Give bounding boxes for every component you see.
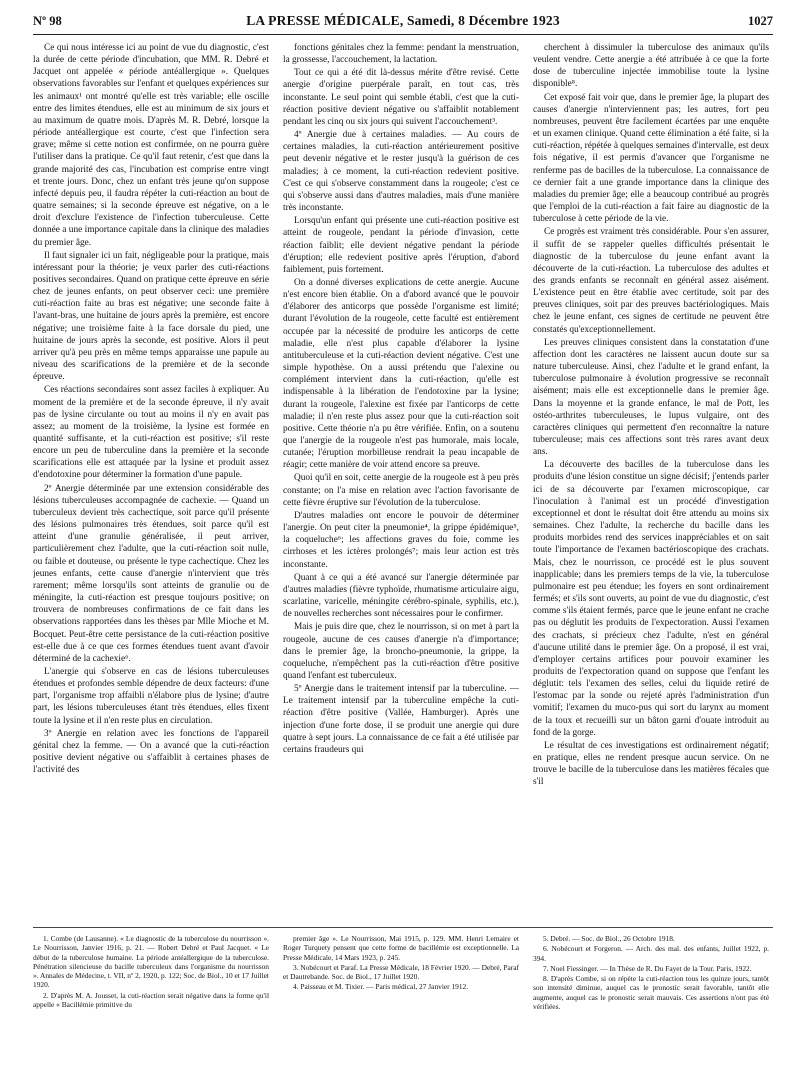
paragraph: Mais je puis dire que, chez le nourrisson, si on met à part la rougeole, aucune de ces causes d'anergie n'a d'importance; dans le premier âge, la broncho-pneumonie, la grippe, la coqueluche, n'empêchent pas la cuti-réaction d'être positive quand l'enfant est tuberculeux. [283, 622, 519, 681]
paragraph: D'autres maladies ont encore le pouvoir de déterminer l'anergie. On peut citer la pneumonie⁴, la grippe épidémique⁵, la coqueluche⁶; les affections graves du foie, comme les cirrhoses et les ictères prolongés⁷; mais leur action est très inconstante. [283, 510, 519, 570]
paragraph: Quant à ce qui a été avancé sur l'anergie déterminée par d'autres maladies (fièvre typhoïde, rhumatisme articulaire aigu, scarlatine, varicelle, méningite cérébro-spinale, syphilis, etc.), de nouvelles recherches sont nécessaires pour le confirmer. [283, 572, 519, 620]
text-column-1 [33, 42, 269, 922]
footnote: 3. Nobécourt et Paraf. La Presse Médicale, 18 Février 1920. — Debré, Paraf et Dautrebande. Soc. de Biol., 17 Juillet 1920. [283, 962, 519, 982]
paragraph: Le résultat de ces investigations est ordinairement négatif; en pratique, elles ne rendent presque aucun service. On ne trouve le bacille de la tuberculose dans les matières fécales que s'il [533, 740, 769, 788]
footnote-divider [33, 927, 773, 928]
paragraph: Ces réactions secondaires sont assez faciles à expliquer. Au moment de la première et de la seconde épreuve, il n'y avait pas de lysine circulante ou tout au moins il n'y en avait pas assez; au moment de la troisième, la lysine est formée en quantité suffisante, et la cuti-réaction est positive; s'il reste encore un peu de tuberculine dans la première et la seconde scarifications elle est attaquée par la lysine et produit assez d'endotoxine pour déterminer la formation d'une papule. [33, 385, 269, 481]
footnote: 8. D'après Combe, si on répète la cuti-réaction tous les quinze jours, tantôt son intensité diminue, auquel cas le pronostic serait favorable, tantôt elle augmente, auquel cas le pronostic serait mauvais. Ces assertions n'ont pas été vérifiées. [533, 974, 769, 1012]
journal-title: LA PRESSE MÉDICALE, Samedi, 8 Décembre 1923 [246, 13, 560, 28]
paragraph: La découverte des bacilles de la tuberculose dans les produits d'une lésion constitue un signe décisif; j'entends parler ici de sa découverte par l'examen microscopique, car l'inoculation à l'animal est un procédé d'investigation exceptionnel et dont le résultat doit être attendu au moins six semaines. Chez l'adulte, la recherche du bacille dans les produits morbides rend des services inappréciables et on sait toute l'importance de l'examen bactérioscopique des crachats. Mais, chez le nourrisson, ce procédé est le plus souvent inapplicable; dans les premiers temps de la vie, la tuberculose pulmonaire est peu étendue; les foyers en sont ordinairement fermés; et s'ils sont ouverts, au point de vue du diagnostic, c'est comme s'ils étaient fermés, parce que le jeune enfant ne crache pas ou déglutit les produits de l'expectoration. Aussi l'examen des crachats, si précieux chez l'adulte, n'est en général d'aucune utilité dans le premier âge. On a proposé, il est vrai, d'employer certains artifices pour pouvoir examiner les produits de l'expectoration quand on suppose que l'enfant les déglutit: tels l'examen des selles, celui du liquide retiré de l'estomac par la sonde ou rejeté après l'administration d'un vomitif; l'examen du muco-pus qui sort du larynx au moment de la toux et recueilli sur un bâton garni d'ouate introduit au fond de la gorge. [533, 460, 769, 738]
text-column-2 [283, 42, 519, 922]
paragraph: 4º Anergie due à certaines maladies. — Au cours de certaines maladies, la cuti-réaction antérieurement positive peut devenir négative et le rester jusqu'à la guérison de ces maladies; à ce moment, la cuti-réaction redevient positive. C'est ce qui s'observe constamment dans la rougeole; c'est ce qui s'observe aussi dans d'autres maladies, mais d'une manière très inconstante. [283, 130, 519, 214]
paragraph: 2º Anergie déterminée par une extension considérable des lésions tuberculeuses accompagnée de cachexie. — Quand un tuberculeux devient très cachectique, soit parce qu'il présente des lésions pulmonaires très étendues, soit parce qu'il est atteint d'une granulie généralisée, il peut arriver, particulièrement chez l'adulte, que la cuti-réaction soit nulle, ou faible et douteuse, ou présente le type cachectique. Chez les jeunes enfants, cette cause d'anergie n'intervient que très rarement; même lorsqu'ils sont atteints de granulie ou de méningite, la cuti-réaction est presque toujours positive; on trouvera de nombreuses confirmations de ce fait dans les observations rapportées dans les thèses par Mlle Mioche et M. Bocquet. Peut-être cette persistance de la cuti-réaction positive est-elle due à ce que ces formes étendues tuent avant d'avoir déterminé de la cachexie⁶. [33, 483, 269, 664]
paragraph: Les preuves cliniques consistent dans la constatation d'une affection dont les caractères ne laissent aucun doute sur sa nature tuberculeuse. Ainsi, chez l'adulte et le grand enfant, la tuberculose pulmonaire à évolution progressive se reconnaît aisément; mais elle est exceptionnelle dans le premier âge. Dans la moyenne et la grande enfance, le mal de Pott, les ostéo-arthrites tuberculeuses, le lupus vulgaire, ont des caractères cliniques qui permettent d'en reconnaître la nature tuberculeuse; mais ces affections sont très rares avant deux ans. [533, 337, 769, 458]
text-column-3 [533, 42, 769, 922]
footnote: 4. Paisseau et M. Tixier. — Paris médical, 27 Janvier 1912. [293, 982, 469, 992]
footnote: 7. Noel Fiessinger. — In Thèse de R. Du Fayet de la Tour. Paris, 1922. [543, 963, 752, 973]
paragraph: fonctions génitales chez la femme: pendant la menstruation, la grossesse, l'accouchement, la lactation. [283, 43, 519, 66]
paragraph: Cet exposé fait voir que, dans le premier âge, la plupart des causes d'anergie n'interviennent pas; les autres, fort peu nombreuses, peuvent être facilement écartées par une enquête et un examen clinique. Quand cette élimination a été faite, si la cuti-réaction, répétée à quelques semaines d'intervalle, est deux fois négative, il est permis d'avancer que l'organisme ne renferme pas de bacilles de la tuberculose. La connaissance de ce dernier fait a une grande importance dans la clinique des maladies du premier âge; elle a beaucoup contribué au progrès que l'emploi de la cuti-réaction a fait faire au diagnostic de la tuberculose à cette période de la vie. [533, 92, 769, 225]
paragraph: Tout ce qui a été dit là-dessus mérite d'être revisé. Cette anergie d'origine puerpérale paraît, en tout cas, très inconstante. Le seul point qui semble établi, c'est que la cuti-réaction positive devient négative ou s'affaiblit notablement pendant les cinq ou six jours qui suivent l'accouchement³. [283, 68, 519, 127]
footnotes-column-2 [283, 934, 519, 1072]
paragraph: L'anergie qui s'observe en cas de lésions tuberculeuses étendues et profondes semble dépendre de deux facteurs: d'une part, l'organisme trop affaibli n'élabore plus de lysine; d'autre part, les lésions tuberculeuses étant très étendues, elles fixent toute la lysine et il n'en reste plus en circulation. [33, 666, 269, 726]
paragraph: 5º Anergie dans le traitement intensif par la tuberculine. — Le traitement intensif par la tuberculine empêche la cuti-réaction d'être positive (Vallée, Hamburger). Après une injection d'une forte dose, il se produit une anergie qui dure quatre à sept jours. La connaissance de ce fait a été utilisée par certains fraudeurs qui [283, 684, 519, 755]
paragraph: On a donné diverses explications de cette anergie. Aucune n'est encore bien établie. On a d'abord avancé que le pouvoir d'élaborer des anticorps que possède l'organisme est limité; durant l'évolution de la rougeole, cette faculté est entièrement occupée par la nécessité de produire les anticorps de cette maladie, elle n'est plus capable d'élaborer la lysine antituberculeuse et la cuti-réaction devient négative. C'est une simple hypothèse. On a aussi prétendu que l'alexine ou complément intervient dans la cuti-réaction, qu'elle est indispensable à la libération de l'endotoxine par la lysine; durant la rougeole, l'alexine est fixée par l'anticorps de cette maladie; il n'en reste plus assez pour que la cuti-réaction soit positive. Cette théorie n'a pu être vérifiée. Enfin, on a soutenu que l'anergie de la rougeole n'est pas humorale, mais locale, cutanée; l'éruption morbilleuse rendrait la peau incapable de réagir; cette manière de voir attend encore sa preuve. [283, 277, 519, 471]
page-header [33, 12, 773, 35]
footnote: 5. Debré. — Soc. de Biol., 26 Octobre 1918. [543, 934, 675, 943]
paragraph: Quoi qu'il en soit, cette anergie de la rougeole est à peu près constante; on l'a mise en relation avec l'action favorisante de cette fièvre éruptive sur l'évolution de la tuberculose. [283, 473, 519, 508]
paragraph: Lorsqu'un enfant qui présente une cuti-réaction positive est atteint de rougeole, pendant la période d'invasion, cette réaction faiblit; elle devient négative pendant la période d'éruption; elle redevient positive après l'éruption, d'abord faiblement, puis fortement. [283, 216, 519, 275]
paragraph: Ce progrès est vraiment très considérable. Pour s'en assurer, il suffit de se rappeler quelles difficultés présentait le diagnostic de la tuberculose du jeune enfant avant la découverte de la cuti-réaction. La tuberculose des adultes et des grands enfants se reconnaît en général assez aisément. L'existence peut en être établie avec certitude, soit par des preuves cliniques, soit par des preuves bactériologiques. Mais chez le jeune enfant, ces signes de certitude ne peuvent être constatés qu'exceptionnellement. [533, 227, 769, 335]
paragraph: 3º Anergie en relation avec les fonctions de l'appareil génital chez la femme. — On a avancé que la cuti-réaction positive devient négative ou s'affaiblit à certaines phases de l'activité des [33, 728, 269, 776]
page-number: 1027 [748, 14, 773, 28]
footnotes-column-1 [33, 934, 269, 1072]
footnotes-column-3 [533, 934, 769, 1072]
footnote: 1. Combe (de Lausanne). « Le diagnostic de la tuberculose du nourrisson ». Le Nourrisson, Janvier 1916, p. 21. — Robert Debré et Paul Jacquet. « Le début de la tuberculose humaine. La période antéallergique de la tuberculose. Pénétration silencieuse du bacille tuberculeux dans l'organisme du nourrisson ». Annales de Médecine, t. VII, nº 2, 1920, p. 122; Soc. de Biol., 10 et 17 Juillet 1920. [33, 934, 269, 990]
footnote: premier âge ». Le Nourrisson, Mai 1915, p. 129. MM. Henri Lemaire et Roger Turquety pensent que cette forme de bacillémie est exceptionnelle. La Presse Médicale, 14 Mars 1923, p. 245. [283, 934, 519, 962]
issue-number: Nº 98 [33, 14, 62, 28]
paragraph: Il faut signaler ici un fait, négligeable pour la pratique, mais intéressant pour la théorie; je veux parler des cuti-réactions positives secondaires. Quand on pratique cette épreuve en série chez de jeunes enfants, on peut observer ceci: une première cuti-réaction faite au bras est négative; une seconde faite à l'avant-bras, une huitaine de jours après la première, est encore négative; une troisième faite à la face dorsale du pied, une huitaine de jours après la seconde, est positive. Alors il peut arriver qu'à peu près en même temps apparaisse une papule au niveau des scarifications de la première et de la seconde épreuve. [33, 250, 269, 383]
footnote: 2. D'après M. A. Jousset, la cuti-réaction serait négative dans la forme qu'il appelle « Bacillémie primitive du [33, 990, 269, 1010]
footnote: 6. Nobécourt et Forgeron. — Arch. des mal. des enfants, Juillet 1922, p. 394. [533, 944, 769, 963]
paragraph: cherchent à dissimuler la tuberculose des animaux qu'ils veulent vendre. Cette anergie a été attribuée à ce que la forte dose de tuberculine injectée immobilise toute la lysine disponible⁸. [533, 43, 769, 90]
paragraph: Ce qui nous intéresse ici au point de vue du diagnostic, c'est la durée de cette période d'incubation, que MM. R. Debré et Jacquet ont appelée « période antéallergique ». Quelques observations favorables sur l'enfant et quelques expériences sur les animaux¹ ont montré qu'elle est très variable; elle oscille entre des limites étendues, elle est au minimum de six jours et au maximum de quatre mois. D'après M. R. Debré, lorsque la période antéallergique est courte, c'est que l'infection sera grave; même si cette notion est confirmée, on ne pourra guère l'utiliser dans la pratique. Ce qu'il faut retenir, c'est que dans la grande majorité des cas, l'incubation est comprise entre vingt et trente jours. Donc, chez un enfant très jeune qu'on suppose infecté depuis peu, il faudra répéter la cuti-réaction au bout de quatre semaines; si la seconde épreuve est négative, on a le droit d'exclure l'existence de l'infection tuberculeuse. Cette donnée a une importance capitale dans la clinique des maladies du premier âge. [33, 43, 269, 248]
